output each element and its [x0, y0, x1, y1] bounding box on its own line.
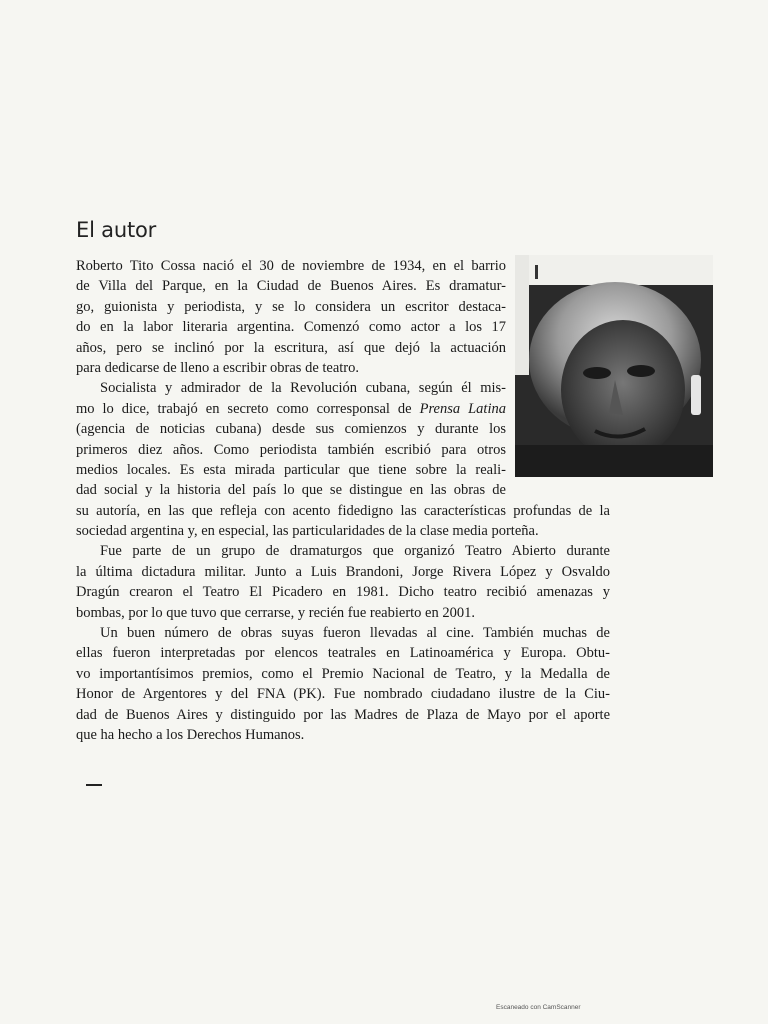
text-line: Roberto Tito Cossa nació el 30 de noviembre de 1934, en el barrio [76, 258, 506, 274]
text-line: Socialista y admirador de la Revolución cubana, según él mis- [100, 380, 506, 397]
text-line: su autoría, en las que refleja con acento fidedigno las características profundas de la [76, 502, 610, 519]
publication-name: Prensa Latina [419, 400, 506, 417]
text-line: para dedicarse de lleno a escribir obras de teatro. [76, 359, 360, 376]
text-line: (agencia de noticias cubana) desde sus comienzos y durante los [76, 421, 506, 438]
text-segment: mo lo dice, trabajó en secreto como corresponsal de [76, 400, 420, 417]
text-line: la última dictadura militar. Junto a Luis Brandoni, Jorge Rivera López y Osvaldo [76, 563, 610, 580]
text-line: Dragún crearon el Teatro El Picadero en 1981. Dicho teatro recibió amenazas y [76, 584, 610, 601]
page-dash-divider [86, 784, 102, 786]
text-line-with-italic [76, 399, 506, 419]
text-line: dad de Buenos Aires y distinguido por las Madres de Plaza de Mayo por el aporte [76, 706, 610, 723]
text-line: Honor de Argentores y del FNA (PK). Fue nombrado ciudadano ilustre de la Ciu- [76, 686, 610, 703]
text-line: sociedad argentina y, en especial, las particularidades de la clase media porteña. [76, 523, 539, 540]
text-line: Fue parte de un grupo de dramaturgos que organizó Teatro Abierto durante [100, 543, 610, 560]
text-line: vo importantísimos premios, como el Premio Nacional de Teatro, y la Medalla de [76, 665, 610, 682]
text-line: Un buen número de obras suyas fueron llevadas al cine. También muchas de [100, 625, 610, 642]
text-line: go, guionista y periodista, y se lo considera un escritor destaca- [76, 298, 506, 315]
text-line: medios locales. Es esta mirada particular que tiene sobre la reali- [76, 461, 506, 478]
section-title: El autor [76, 218, 157, 242]
text-line: primeros diez años. Como periodista también escribió para otros [76, 441, 506, 458]
article-body [76, 256, 610, 745]
text-line: años, pero se inclinó por la escritura, así que dejó la actuación [76, 339, 506, 356]
scanner-watermark: Escaneado con CamScanner [496, 1004, 581, 1011]
text-line: do en la labor literaria argentina. Comenzó como actor a los 17 [76, 319, 506, 336]
text-line: de Villa del Parque, en la Ciudad de Buenos Aires. Es dramatur- [76, 278, 506, 295]
text-line: dad social y la historia del país lo que se distingue en las obras de [76, 482, 506, 499]
text-line: que ha hecho a los Derechos Humanos. [76, 726, 305, 743]
text-line: ellas fueron interpretadas por elencos teatrales en Latinoamérica y Europa. Obtu- [76, 645, 610, 662]
text-line: bombas, por lo que tuvo que cerrarse, y recién fue reabierto en 2001. [76, 604, 475, 621]
